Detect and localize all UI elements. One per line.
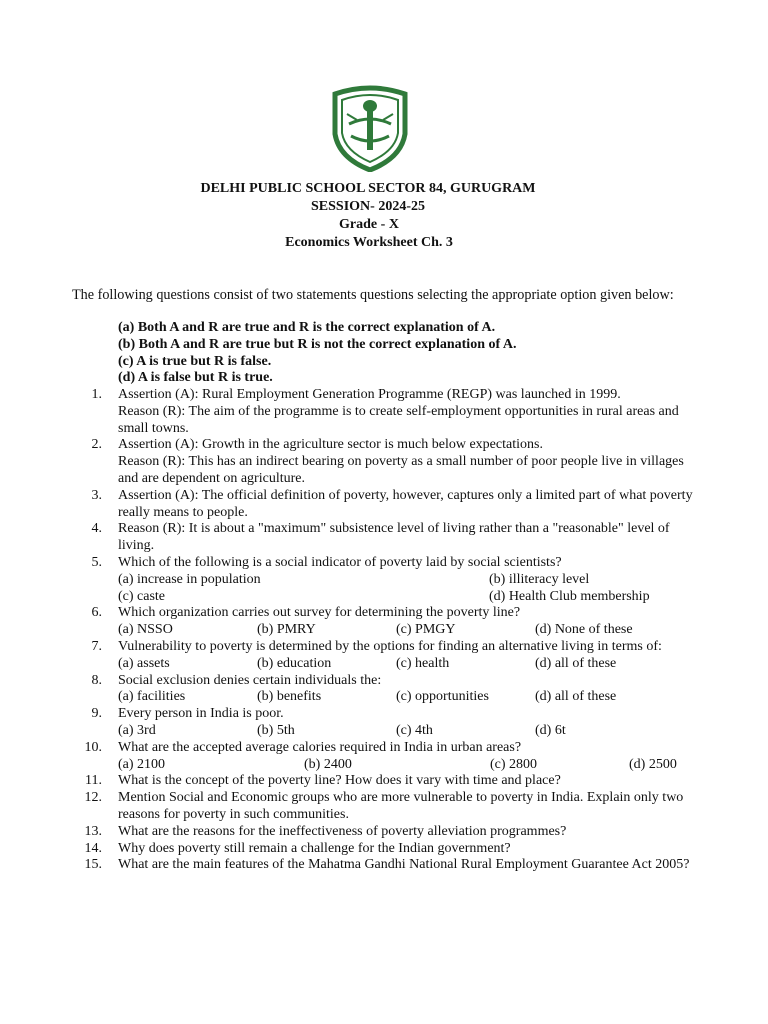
question-text: Mention Social and Economic groups who are more vulnerable to poverty in India. Explain only two reasons for poverty in such communities.: [118, 790, 684, 822]
worksheet-title: Economics Worksheet Ch. 3: [285, 235, 453, 250]
question-8-options: [118, 689, 697, 706]
question-4: [72, 521, 697, 555]
option: (b) benefits: [257, 689, 322, 705]
option: (b) PMRY: [257, 622, 316, 638]
option: (a) facilities: [118, 689, 186, 705]
school-name: DELHI PUBLIC SCHOOL SECTOR 84, GURUGRAM: [200, 181, 536, 196]
question-7-options: [118, 656, 697, 673]
option: (c) health: [396, 655, 450, 671]
question-number: 3.: [91, 487, 102, 503]
question-text: Assertion (A): Rural Employment Generation Programme (REGP) was launched in 1999.: [118, 387, 621, 402]
question-6: [72, 605, 697, 622]
option-b: (b) Both A and R are true but R is not the correct explanation of A.: [118, 336, 517, 352]
question-number: 10.: [84, 739, 102, 755]
question-number: 4.: [91, 521, 102, 537]
option: (a) 3rd: [118, 722, 156, 738]
option: (a) increase in population: [118, 571, 261, 587]
question-10: [72, 740, 697, 757]
option: (d) all of these: [535, 655, 617, 671]
option: (d) Health Club membership: [489, 588, 650, 604]
option: (b) education: [257, 655, 332, 671]
question-number: 6.: [91, 605, 102, 621]
question-number: 8.: [91, 672, 102, 688]
question-8: [72, 673, 697, 690]
option-c: (c) A is true but R is false.: [118, 353, 272, 369]
question-text: Social exclusion denies certain individuals the:: [118, 672, 382, 688]
question-text: What are the accepted average calories required in India in urban areas?: [118, 739, 522, 755]
question-text: What are the reasons for the ineffectiveness of poverty alleviation programmes?: [118, 823, 567, 839]
question-number: 1.: [91, 387, 102, 402]
option: (b) illiteracy level: [489, 571, 590, 587]
question-number: 7.: [91, 638, 102, 654]
question-text: Reason (R): It is about a "maximum" subsistence level of living rather than a "reasonable" level of living.: [118, 521, 670, 554]
question-text: Reason (R): The aim of the programme is to create self-employment opportunities in rural areas and small towns.: [118, 403, 679, 436]
option-d: (d) A is false but R is true.: [118, 370, 273, 386]
question-number: 12.: [84, 790, 102, 806]
question-text: What are the main features of the Mahatma Gandhi National Rural Employment Guarantee Act 2005?: [118, 857, 690, 873]
question-11: [72, 773, 697, 790]
question-9-options: [118, 723, 697, 740]
option: (a) NSSO: [118, 622, 173, 638]
question-number: 13.: [84, 823, 102, 839]
question-number: 15.: [84, 857, 102, 873]
question-text: Which of the following is a social indicator of poverty laid by social scientists?: [118, 554, 562, 570]
school-logo: [329, 84, 411, 172]
option: (c) 2800: [490, 756, 538, 772]
question-15: [72, 857, 697, 874]
option: (c) PMGY: [396, 622, 456, 638]
question-3: [72, 488, 697, 522]
option: (c) 4th: [396, 722, 433, 738]
option: (d) all of these: [535, 689, 617, 705]
question-text: Reason (R): This has an indirect bearing on poverty as a small number of poor people live in villages and are dependent on agriculture.: [118, 454, 684, 486]
question-text: Which organization carries out survey for determining the poverty line?: [118, 605, 521, 621]
answer-options: [118, 320, 516, 387]
option: (a) 2100: [118, 756, 166, 772]
question-text: Vulnerability to poverty is determined by the options for finding an alternative living in terms of:: [118, 638, 662, 654]
question-text: Every person in India is poor.: [118, 706, 284, 722]
document-header: [0, 180, 768, 252]
session: SESSION- 2024-25: [311, 199, 425, 214]
question-14: [72, 841, 697, 858]
question-13: [72, 824, 697, 841]
question-text: Why does poverty still remain a challenge for the Indian government?: [118, 840, 511, 856]
question-12: [72, 790, 697, 824]
question-5: [72, 555, 697, 572]
question-number: 11.: [85, 773, 102, 789]
option: (c) caste: [118, 588, 166, 604]
question-5-options-row2: [118, 589, 697, 606]
option: (d) 6t: [535, 722, 566, 738]
option: (a) assets: [118, 655, 170, 671]
question-10-options: [118, 757, 697, 774]
option-a: (a) Both A and R are true and R is the correct explanation of A.: [118, 320, 496, 335]
option: (d) None of these: [535, 622, 633, 638]
question-text: Assertion (A): Growth in the agriculture sector is much below expectations.: [118, 437, 543, 453]
option: (d) 2500: [629, 756, 677, 772]
question-1: [72, 387, 697, 437]
question-number: 14.: [84, 840, 102, 856]
instructions: The following questions consist of two statements questions selecting the appropriate option given below:: [72, 287, 674, 303]
question-number: 2.: [91, 437, 102, 453]
option: (b) 2400: [304, 756, 352, 772]
question-text: What is the concept of the poverty line? How does it vary with time and place?: [118, 773, 561, 789]
question-7: [72, 639, 697, 656]
question-number: 5.: [91, 554, 102, 570]
question-6-options: [118, 622, 697, 639]
question-9: [72, 706, 697, 723]
question-2: [72, 437, 697, 487]
question-text: Assertion (A): The official definition of poverty, however, captures only a limited part of what poverty really means to people.: [118, 487, 693, 520]
grade: Grade - X: [339, 217, 399, 232]
question-list: [72, 387, 697, 874]
option: (b) 5th: [257, 722, 295, 738]
option: (c) opportunities: [396, 689, 489, 705]
question-5-options-row1: [118, 572, 697, 589]
question-number: 9.: [91, 706, 102, 722]
